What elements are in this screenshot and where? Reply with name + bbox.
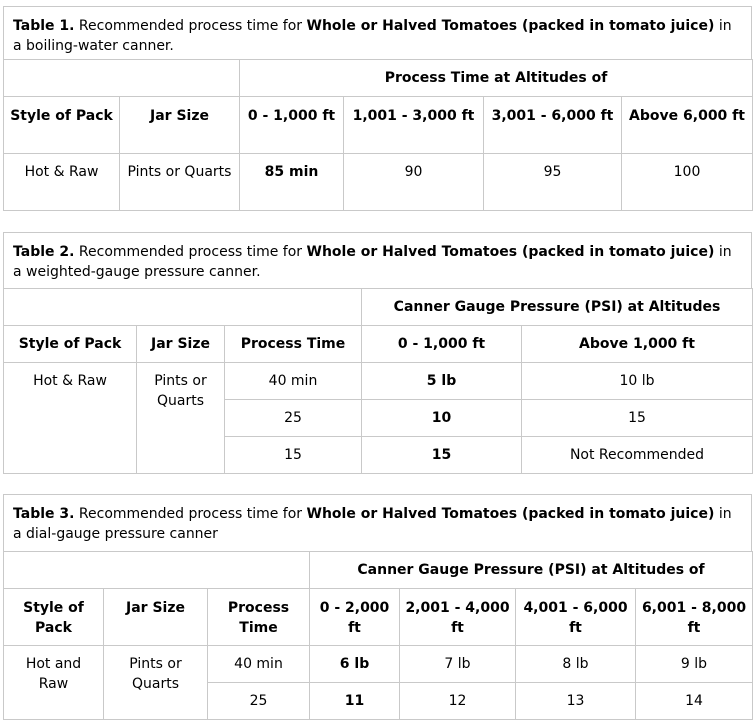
table-2-caption-post: in a weighted-gauge pressure canner. xyxy=(13,244,732,280)
column-header: Style of Pack xyxy=(4,589,104,646)
column-header: Style of Pack xyxy=(4,326,137,363)
table-cell: Hot & Raw xyxy=(4,363,137,474)
table-cell: 9 lb xyxy=(636,646,753,683)
table-cell: 40 min xyxy=(225,363,362,400)
table-row xyxy=(4,646,753,683)
table-cell: 10 xyxy=(362,400,522,437)
table-cell: Not Recommended xyxy=(522,437,753,474)
table-cell: Hot & Raw xyxy=(4,154,120,211)
table-cell: 13 xyxy=(516,683,636,720)
table-1-caption-label: Table 1. xyxy=(13,18,75,34)
table-row xyxy=(4,326,753,363)
table-cell: Pints or Quarts xyxy=(137,363,225,474)
table-1-caption-post: in a boiling-water canner. xyxy=(13,18,732,54)
column-header: Above 1,000 ft xyxy=(522,326,753,363)
table-cell: 14 xyxy=(636,683,753,720)
table-2-caption-label: Table 2. xyxy=(13,244,75,260)
table-2-grid xyxy=(3,288,753,474)
table-row xyxy=(4,363,753,400)
column-header: 6,001 - 8,000 ft xyxy=(636,589,753,646)
table-3-caption-bold: Whole or Halved Tomatoes (packed in tomato juice) xyxy=(306,506,715,522)
column-header: Process Time xyxy=(225,326,362,363)
table-cell: 15 xyxy=(362,437,522,474)
table-cell: Pints or Quarts xyxy=(104,646,208,720)
table-cell: Hot and Raw xyxy=(4,646,104,720)
table-3 xyxy=(3,494,752,720)
table-3-caption-pre: Recommended process time for xyxy=(74,506,307,522)
column-header: Jar Size xyxy=(120,97,240,154)
column-header: 0 - 2,000 ft xyxy=(310,589,400,646)
table-row xyxy=(4,552,753,589)
column-header: 0 - 1,000 ft xyxy=(362,326,522,363)
table-2-caption-bold: Whole or Halved Tomatoes (packed in tomato juice) xyxy=(306,244,715,260)
column-header: 0 - 1,000 ft xyxy=(240,97,344,154)
column-header: 1,001 - 3,000 ft xyxy=(344,97,484,154)
column-header: Above 6,000 ft xyxy=(622,97,753,154)
table-3-caption xyxy=(3,494,752,551)
table-cell: 90 xyxy=(344,154,484,211)
table-cell: 7 lb xyxy=(400,646,516,683)
table-1-caption-pre: Recommended process time for xyxy=(74,18,307,34)
table-3-group-header: Canner Gauge Pressure (PSI) at Altitudes of xyxy=(310,552,753,589)
table-row xyxy=(4,97,753,154)
table-cell: 40 min xyxy=(208,646,310,683)
table-1-group-header: Process Time at Altitudes of xyxy=(240,60,753,97)
table-row xyxy=(4,589,753,646)
table-row xyxy=(4,154,753,211)
table-2-group-header: Canner Gauge Pressure (PSI) at Altitudes xyxy=(362,289,753,326)
table-2-caption-pre: Recommended process time for xyxy=(74,244,307,260)
table-1 xyxy=(3,6,752,211)
table-cell: Pints or Quarts xyxy=(120,154,240,211)
table-3-grid xyxy=(3,551,753,720)
table-row xyxy=(4,289,753,326)
column-header: Jar Size xyxy=(104,589,208,646)
table-cell: 8 lb xyxy=(516,646,636,683)
table-3-empty-header xyxy=(4,552,310,589)
table-cell: 15 xyxy=(522,400,753,437)
column-header: Jar Size xyxy=(137,326,225,363)
table-cell: 11 xyxy=(310,683,400,720)
table-row xyxy=(4,60,753,97)
column-header: Process Time xyxy=(208,589,310,646)
table-1-caption xyxy=(3,6,752,59)
table-cell: 10 lb xyxy=(522,363,753,400)
table-cell: 85 min xyxy=(240,154,344,211)
table-cell: 100 xyxy=(622,154,753,211)
table-1-grid xyxy=(3,59,753,211)
table-2-empty-header xyxy=(4,289,362,326)
column-header: 4,001 - 6,000 ft xyxy=(516,589,636,646)
table-cell: 25 xyxy=(208,683,310,720)
table-cell: 6 lb xyxy=(310,646,400,683)
table-3-caption-label: Table 3. xyxy=(13,506,75,522)
table-3-caption-post: in a dial-gauge pressure canner xyxy=(13,506,732,542)
table-cell: 12 xyxy=(400,683,516,720)
table-cell: 15 xyxy=(225,437,362,474)
column-header: 2,001 - 4,000 ft xyxy=(400,589,516,646)
table-2 xyxy=(3,232,752,474)
table-1-empty-header xyxy=(4,60,240,97)
table-cell: 25 xyxy=(225,400,362,437)
column-header: Style of Pack xyxy=(4,97,120,154)
table-cell: 5 lb xyxy=(362,363,522,400)
column-header: 3,001 - 6,000 ft xyxy=(484,97,622,154)
table-2-caption xyxy=(3,232,752,288)
table-cell: 95 xyxy=(484,154,622,211)
table-1-caption-bold: Whole or Halved Tomatoes (packed in tomato juice) xyxy=(306,18,715,34)
